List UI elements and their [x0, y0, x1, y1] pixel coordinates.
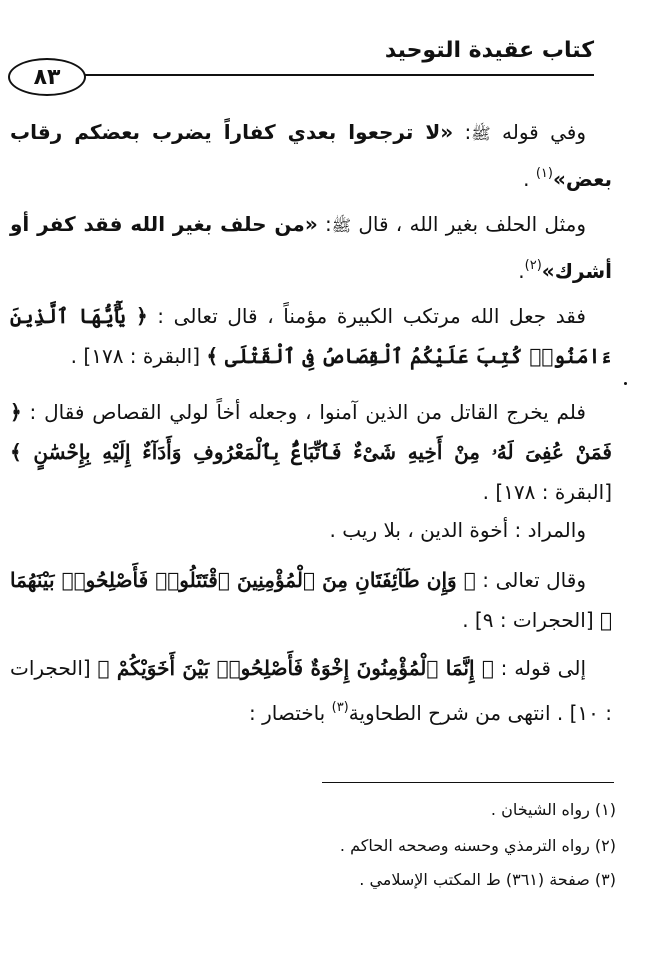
page-header	[0, 30, 654, 100]
book-title: كتاب عقيدة التوحيد	[384, 38, 594, 63]
footnote-divider	[322, 782, 614, 783]
footnote-number: (٣)	[594, 870, 616, 889]
footnote-ref-3[interactable]: (٣)	[331, 700, 349, 715]
p3-intro: فقد جعل الله مرتكب الكبيرة مؤمناً ، قال تعالى :	[147, 304, 586, 328]
footnote-text: رواه الترمذي وحسنه وصححه الحاكم .	[339, 836, 590, 855]
p1-sep: :	[453, 120, 472, 144]
footnote-2	[340, 836, 616, 855]
hadith-quote-1: «لا ترجعوا بعدي كفاراً يضرب بعضكم رقاب بعض»	[10, 120, 612, 191]
quran-verse-3: ﴿ وَإِن طَآئِفَتَانِ مِنَ ٱلْمُؤْمِنِينَ ٱقْتَتَلُوا۟ فَأَصْلِحُوا۟ بَيْنَهُمَا ﴾	[10, 568, 612, 632]
hadith-quote-2: «من حلف بغير الله فقد كفر أو أشرك»	[10, 212, 612, 283]
footnote-ref-1[interactable]: (١)	[535, 166, 553, 181]
salawat-symbol: ﷺ	[331, 216, 352, 235]
p2-end: .	[518, 259, 525, 283]
paragraph-2	[10, 204, 612, 291]
p7-end: باختصار :	[249, 701, 332, 725]
margin-dot	[624, 382, 627, 385]
header-rule	[84, 74, 594, 76]
page-number-badge	[8, 58, 86, 96]
footnote-number: (١)	[594, 800, 616, 819]
verse-reference-1: [البقرة : ١٧٨] .	[70, 344, 207, 368]
page-number: ٨٣	[33, 64, 61, 90]
paragraph-1	[10, 112, 612, 199]
footnote-1	[491, 800, 616, 819]
verse-reference-2: [البقرة : ١٧٨] .	[482, 480, 612, 504]
footnote-text: صفحة (٣٦١) ط المكتب الإسلامي .	[359, 870, 590, 889]
footnote-number: (٢)	[594, 836, 616, 855]
verse-reference-3: [الحجرات : ٩] .	[462, 608, 600, 632]
salawat-symbol: ﷺ	[471, 124, 491, 143]
p4-intro: فلم يخرج القاتل من الذين آمنوا ، وجعله أخاً لولي القصاص فقال :	[21, 400, 586, 424]
footnote-3	[359, 870, 616, 889]
quran-verse-1: ﴿ يَٰٓأَيُّهَا ٱلَّذِينَ ءَامَنُوا۟ كُتِبَ عَلَيْكُمُ ٱلْقِصَاصُ فِى ٱلْقَتْلَى ﴾	[10, 304, 612, 368]
p5-text: والمراد : أخوة الدين ، بلا ريب .	[329, 518, 586, 542]
p6-intro: وقال تعالى :	[475, 568, 586, 592]
paragraph-6	[10, 560, 612, 640]
quran-verse-2: ﴿ فَمَنْ عُفِىَ لَهُۥ مِنْ أَخِيهِ شَىْءٌ فَٱتِّبَاعٌۢ بِٱلْمَعْرُوفِ وَأَدَآءٌ إِلَيْهِ بِإِحْسَٰنٍ ﴾	[10, 400, 612, 464]
paragraph-4	[10, 392, 612, 512]
paragraph-7	[10, 648, 612, 733]
footnote-ref-2[interactable]: (٢)	[524, 258, 542, 273]
p1-intro: وفي قوله	[502, 120, 586, 144]
footnote-text: رواه الشيخان .	[490, 800, 590, 819]
p1-end: .	[523, 167, 536, 191]
p2-intro: ومثل الحلف بغير الله ، قال	[358, 212, 586, 236]
quran-verse-4: ﴿ إِنَّمَا ٱلْمُؤْمِنُونَ إِخْوَةٌ فَأَصْلِحُوا۟ بَيْنَ أَخَوَيْكُمْ ﴾	[97, 656, 494, 680]
p2-sep: :	[317, 212, 332, 236]
paragraph-3	[10, 296, 612, 376]
p7-intro: إلى قوله :	[493, 656, 586, 680]
paragraph-5	[10, 510, 612, 550]
verse-reference-4: [الحجرات : ١٠] . انتهى من شرح الطحاوية	[10, 656, 612, 725]
